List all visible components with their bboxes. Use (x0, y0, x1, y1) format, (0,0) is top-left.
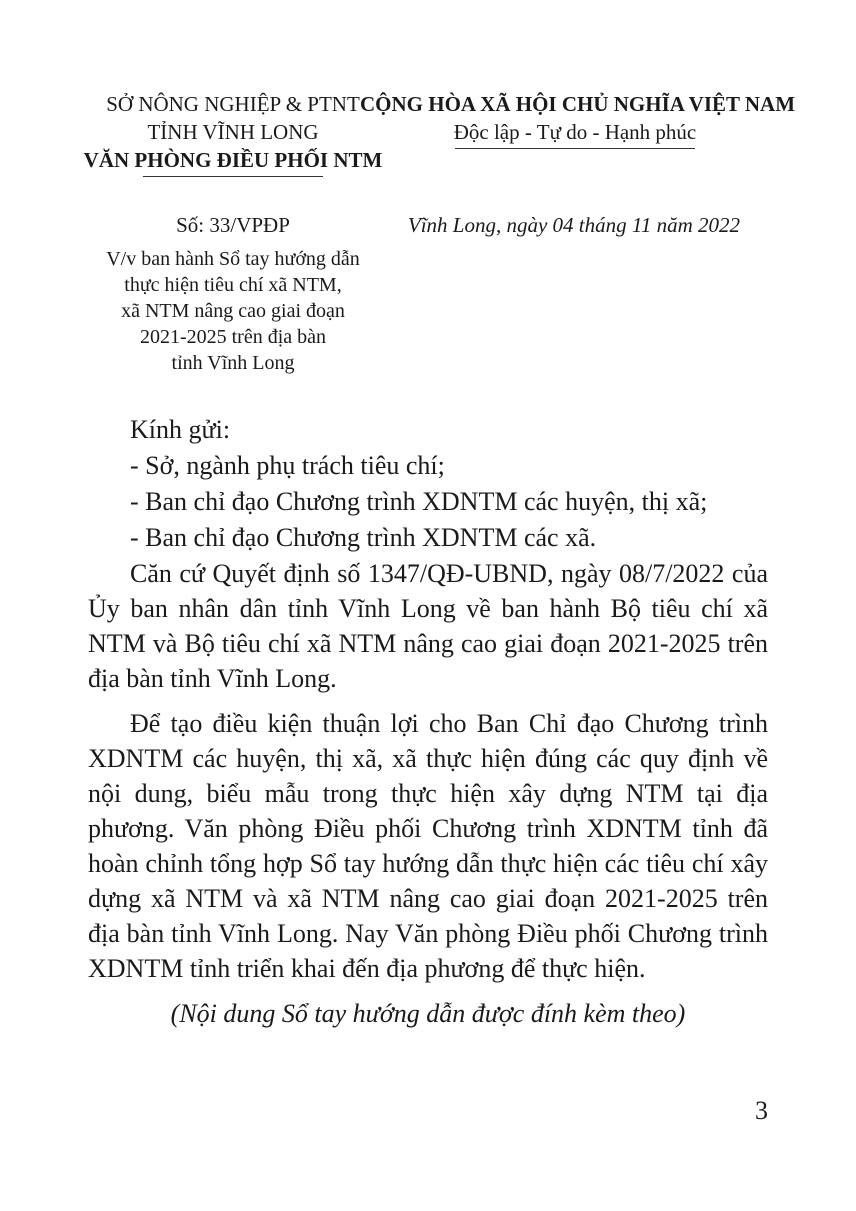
page-number: 3 (755, 1096, 768, 1125)
subject-line: xã NTM nâng cao giai đoạn (121, 300, 345, 322)
nation-title: CỘNG HÒA XÃ HỘI CHỦ NGHĨA VIỆT NAM (360, 92, 796, 116)
document-date: Vĩnh Long, ngày 04 tháng 11 năm 2022 (407, 213, 740, 237)
body-paragraph: Căn cứ Quyết định số 1347/QĐ-UBND, ngày 08/7/2022 của Ủy ban nhân dân tỉnh Vĩnh Long về ban hành Bộ tiêu chí xã NTM và Bộ tiêu chí xã NTM nâng cao giai đoạn 2021-2025 trên địa bàn tỉnh Vĩnh Long. (88, 559, 768, 693)
agency-line-3: VĂN PHÒNG ĐIỀU PHỐI NTM (83, 148, 383, 172)
nation-motto: Độc lập - Tự do - Hạnh phúc (453, 120, 697, 144)
motto-underline (455, 148, 695, 149)
national-header-block (360, 90, 796, 149)
subject-line: thực hiện tiêu chí xã NTM, (124, 274, 342, 296)
body-paragraph: Để tạo điều kiện thuận lợi cho Ban Chỉ đạo Chương trình XDNTM các huyện, thị xã, xã thực hiện đúng các quy định về nội dung, biểu mẫu trong thực hiện xây dựng NTM tại địa phương. Văn phòng Điều phối Chương trình XDNTM tỉnh đã hoàn chỉnh tổng hợp Sổ tay hướng dẫn thực hiện các tiêu chí xây dựng xã NTM và xã NTM nâng cao giai đoạn 2021-2025 trên địa bàn tỉnh Vĩnh Long. Nay Văn phòng Điều phối Chương trình XDNTM tỉnh triển khai đến địa phương để thực hiện. (88, 709, 768, 983)
document-meta (78, 212, 388, 376)
recipients-title: Kính gửi: (130, 415, 231, 444)
agency-line-1: SỞ NÔNG NGHIỆP & PTNT (106, 92, 360, 116)
attachment-note: (Nội dung Sổ tay hướng dẫn được đính kèm theo) (170, 999, 686, 1028)
recipient-item: - Ban chỉ đạo Chương trình XDNTM các huyện, thị xã; (130, 487, 708, 516)
recipient-item: - Ban chỉ đạo Chương trình XDNTM các xã. (130, 523, 597, 552)
document-subject (78, 246, 388, 376)
agency-line-2: TỈNH VĨNH LONG (147, 120, 319, 144)
subject-line: V/v ban hành Sổ tay hướng dẫn (106, 248, 360, 270)
document-body (88, 412, 768, 1031)
agency-underline (143, 176, 323, 177)
document-number: Số: 33/VPĐP (176, 213, 290, 237)
issuing-agency-block (78, 90, 388, 177)
recipient-item: - Sở, ngành phụ trách tiêu chí; (130, 451, 445, 480)
subject-line: 2021-2025 trên địa bàn (139, 326, 327, 348)
subject-line: tỉnh Vĩnh Long (171, 352, 295, 374)
